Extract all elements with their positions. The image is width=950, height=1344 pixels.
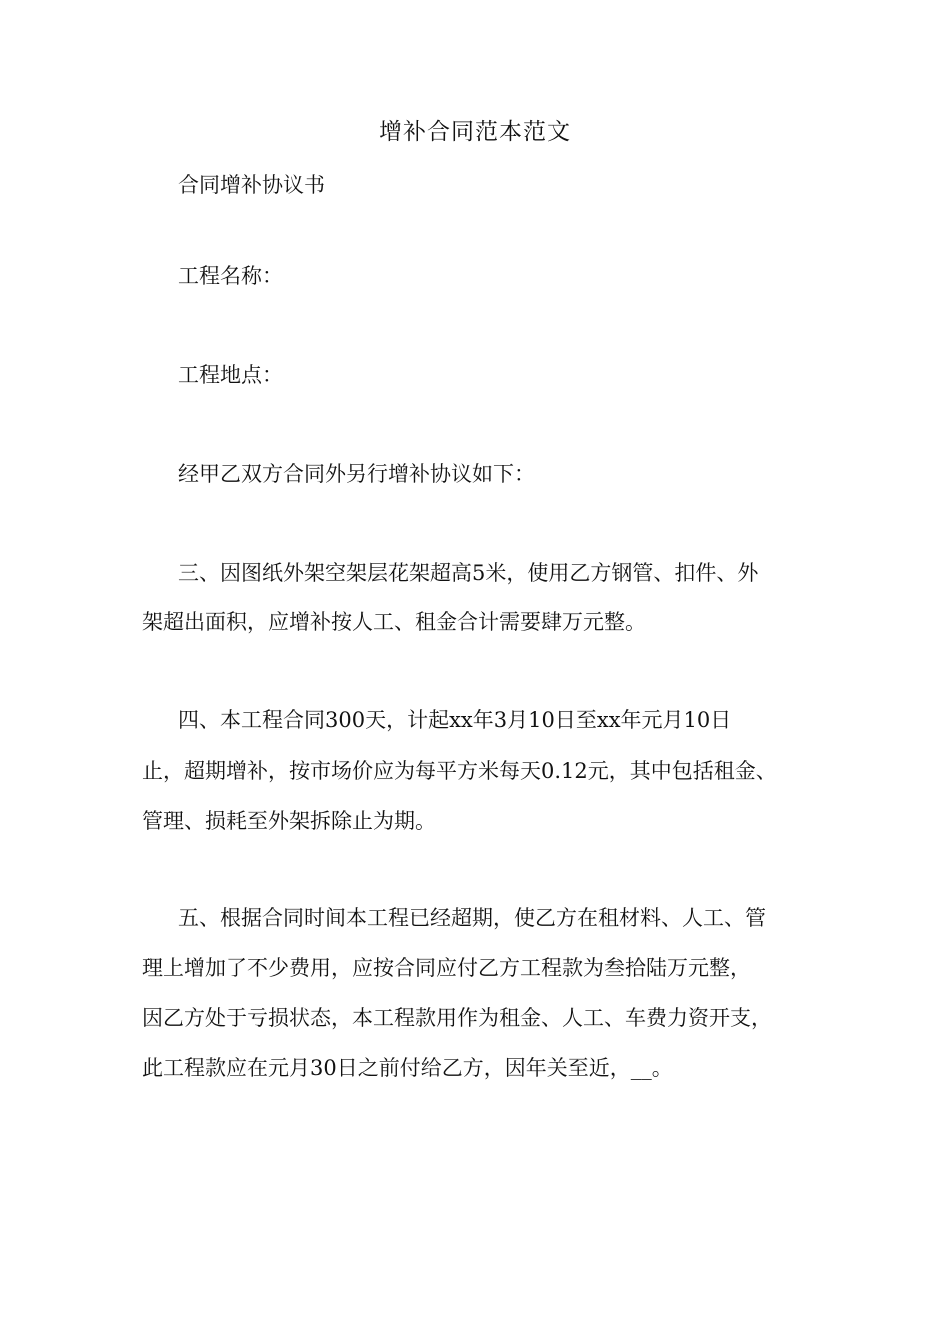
agreement-intro: 经甲乙双方合同外另行增补协议如下： — [178, 462, 535, 486]
clause-3-line-2: 架超出面积，应增补按人工、租金合计需要肆万元整。 — [142, 610, 646, 634]
clause-4-line-3: 管理、损耗至外架拆除止为期。 — [142, 809, 436, 833]
clause-3-line-1: 三、因图纸外架空架层花架超高5米，使用乙方钢管、扣件、外 — [178, 561, 759, 585]
clause-4-line-1: 四、本工程合同300天，计起xx年3月10日至xx年元月10日 — [178, 708, 732, 732]
project-name-label: 工程名称： — [178, 264, 283, 288]
clause-5-line-4: 此工程款应在元月30日之前付给乙方，因年关至近，__。 — [142, 1056, 673, 1080]
clause-5-line-2: 理上增加了不少费用，应按合同应付乙方工程款为叁拾陆万元整， — [142, 956, 751, 980]
document-subtitle: 合同增补协议书 — [178, 173, 325, 197]
document-title: 增补合同范本范文 — [379, 119, 571, 145]
clause-4-line-2: 止，超期增补，按市场价应为每平方米每天0.12元，其中包括租金、 — [142, 759, 777, 783]
clause-5-line-3: 因乙方处于亏损状态，本工程款用作为租金、人工、车费力资开支， — [142, 1006, 772, 1030]
project-location-label: 工程地点： — [178, 363, 283, 387]
clause-5-line-1: 五、根据合同时间本工程已经超期，使乙方在租材料、人工、管 — [178, 906, 766, 930]
